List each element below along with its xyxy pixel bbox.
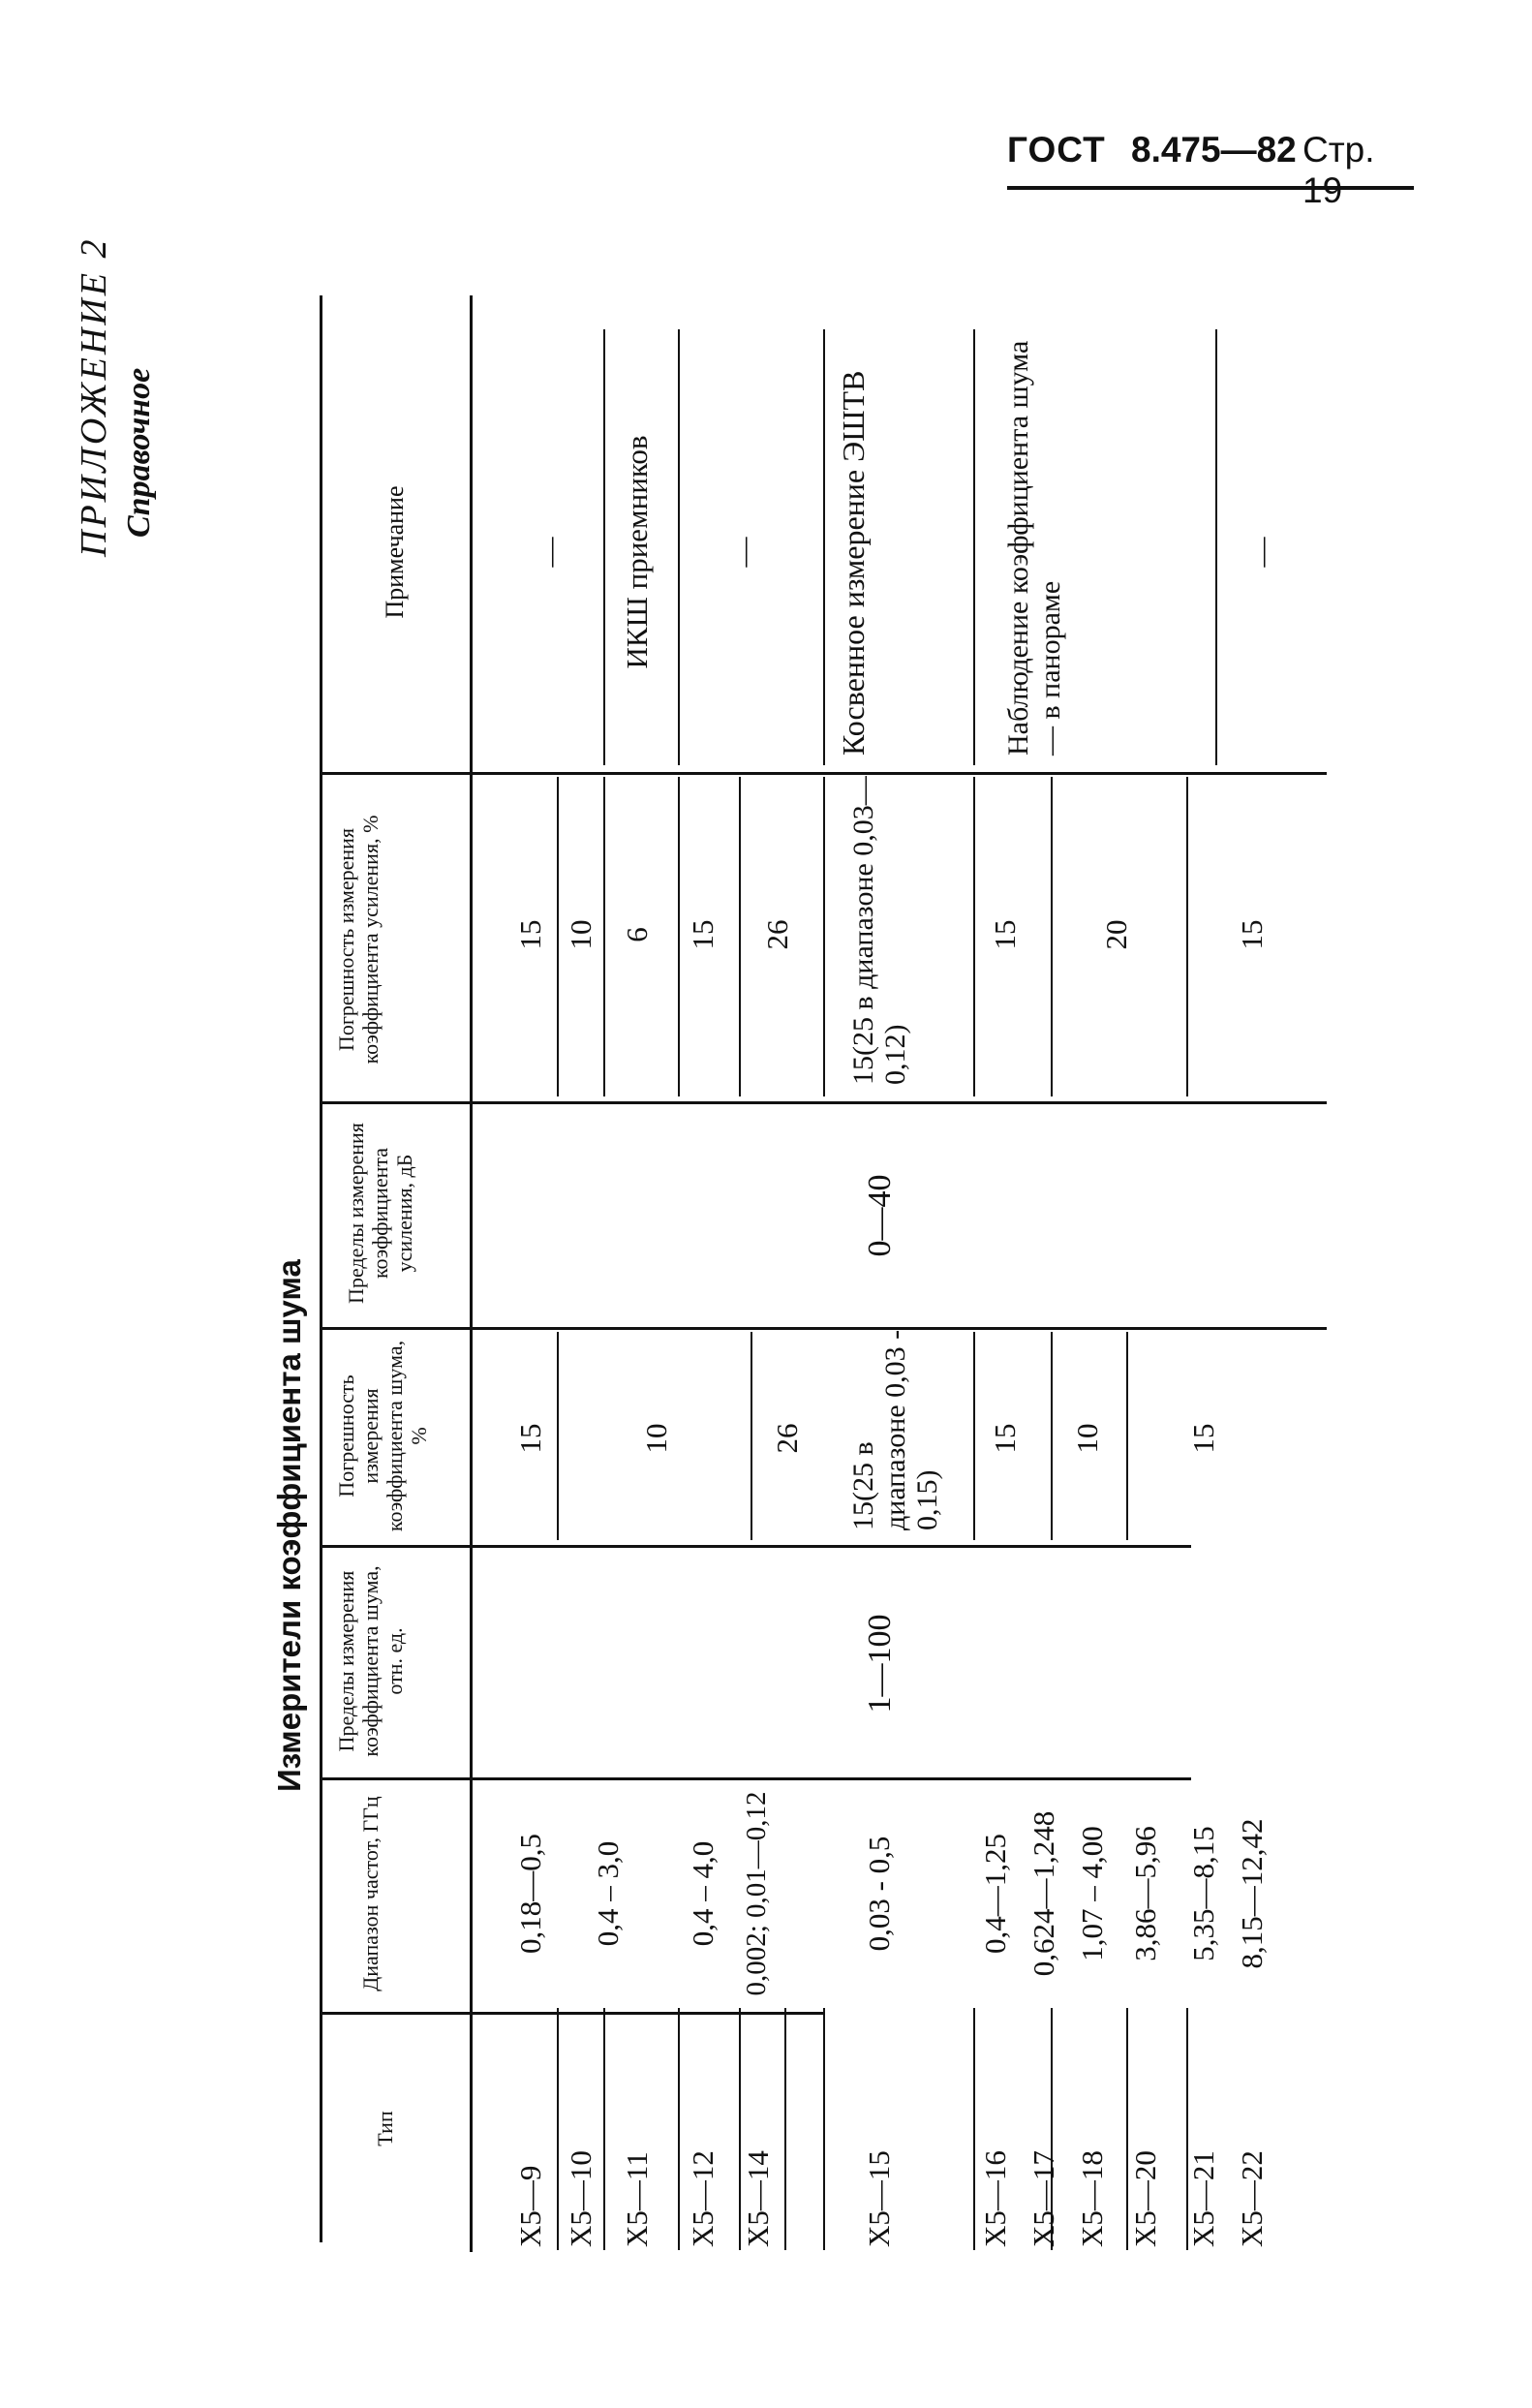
- note-line: [973, 329, 975, 765]
- note-line: [678, 329, 680, 765]
- gain-limits-value: 0—40: [862, 1174, 898, 1257]
- row-freq: 0,002; 0,01—0,12: [741, 1791, 772, 1996]
- row-type: Х5—16: [978, 2150, 1012, 2247]
- note-value: Косвенное измерение ЭШТВ: [836, 370, 871, 756]
- row-type: Х5—18: [1075, 2150, 1109, 2247]
- col-header-noise-limits: Пределы измерения коэффициента шума, отн. ед.: [334, 1565, 407, 1757]
- noise-limits-value: 1—100: [862, 1614, 898, 1713]
- row-type: Х5—12: [686, 2150, 720, 2247]
- row-freq: 0,4—1,25: [978, 1834, 1012, 1954]
- col-header-type: Тип: [373, 2111, 397, 2146]
- col-sep-gain-limits: [320, 1101, 1327, 1104]
- gain-error-line: [823, 777, 825, 1096]
- row-line: [603, 2008, 605, 2250]
- gain-error-value: 10: [564, 919, 597, 950]
- row-type: Х5—11: [620, 2151, 654, 2247]
- note-line: [603, 329, 605, 765]
- noise-error-line: [1051, 1332, 1053, 1540]
- row-line: [823, 2008, 825, 2250]
- row-type: Х5—17: [1026, 2150, 1060, 2247]
- col-header-note: Примечание: [381, 485, 409, 619]
- noise-error-value: 15: [513, 1423, 547, 1454]
- gain-error-value: 15: [1235, 919, 1269, 950]
- row-line: [784, 2008, 786, 2250]
- col-sep-gain-error: [320, 772, 1327, 775]
- row-freq: 0,4 – 4,0: [686, 1840, 720, 1947]
- noise-error-value: 15(25 в диапазоне 0,03 - 0,15): [847, 1329, 943, 1530]
- gain-error-value: 15: [513, 919, 547, 950]
- row-type: Х5—14: [741, 2150, 775, 2247]
- noise-error-line: [973, 1332, 975, 1540]
- gain-error-line: [973, 777, 975, 1096]
- col-sep-noise-limits: [320, 1545, 1191, 1548]
- gain-error-value: 6: [620, 927, 654, 942]
- note-value: —: [1244, 537, 1278, 568]
- gain-error-line: [739, 777, 741, 1096]
- row-line: [973, 2008, 975, 2250]
- gain-error-line: [1186, 777, 1188, 1096]
- header-standard-number: 8.475—82: [1131, 130, 1297, 170]
- appendix-title: ПРИЛОЖЕНИЕ 2: [74, 236, 114, 557]
- gain-error-line: [557, 777, 559, 1096]
- gain-error-value: 15(25 в диапазоне 0,03—0,12): [847, 776, 911, 1085]
- appendix-subtitle: Справочное: [121, 367, 157, 538]
- row-freq: 0,4 – 3,0: [591, 1840, 625, 1947]
- noise-error-line: [1126, 1332, 1128, 1540]
- row-freq: 3,86—5,96: [1128, 1826, 1162, 1961]
- note-value: ИКШ приемников: [620, 435, 654, 669]
- header-page-number: Стр. 19: [1302, 130, 1375, 210]
- row-type: Х5—22: [1235, 2150, 1269, 2247]
- row-type: Х5—20: [1128, 2150, 1162, 2247]
- table-header-bottom-border: [470, 295, 473, 2252]
- col-sep-noise-error: [320, 1327, 1327, 1330]
- col-sep-freq: [320, 1777, 1191, 1780]
- rotated-page-content: [73, 236, 1346, 2262]
- gain-error-line: [678, 777, 680, 1096]
- noise-error-line: [557, 1332, 559, 1540]
- row-line: [557, 2008, 559, 2250]
- row-type: Х5—9: [513, 2165, 547, 2247]
- noise-error-value: 10: [1070, 1423, 1104, 1454]
- row-freq: 0,03 - 0,5: [862, 1836, 896, 1952]
- noise-error-value: 15: [1186, 1423, 1220, 1454]
- note-line: [823, 329, 825, 765]
- noise-error-value: 10: [639, 1423, 673, 1454]
- noise-error-value: 26: [770, 1423, 804, 1454]
- row-type: Х5—21: [1186, 2150, 1220, 2247]
- gain-error-value: 15: [988, 919, 1022, 950]
- page-header: [1007, 124, 1414, 210]
- row-freq: 1,07 – 4,00: [1075, 1826, 1109, 1961]
- table-title: Измерители коэффициента шума: [271, 1259, 307, 1792]
- row-type: Х5—15: [862, 2150, 896, 2247]
- col-header-noise-error: Погрешность измерения коэффициента шума, %: [334, 1340, 431, 1532]
- col-header-gain-error: Погрешность измерения коэффициента усиления, %: [334, 815, 383, 1065]
- row-freq: 0,624—1,248: [1026, 1810, 1060, 1977]
- note-value: —: [533, 537, 567, 568]
- col-header-freq: Диапазон частот, ГГц: [358, 1796, 383, 1991]
- noise-error-line: [751, 1332, 752, 1540]
- row-freq: 8,15—12,42: [1235, 1818, 1269, 1969]
- row-freq: 0,18—0,5: [513, 1834, 547, 1954]
- gain-error-value: 26: [760, 919, 794, 950]
- note-line: [1215, 329, 1217, 765]
- row-line: [678, 2008, 680, 2250]
- note-value: —: [726, 537, 760, 568]
- col-header-gain-limits: Пределы измерения коэффициента усиления, дБ: [344, 1123, 416, 1304]
- gain-error-line: [603, 777, 605, 1096]
- table-top-border: [320, 295, 322, 2242]
- noise-error-sep: [557, 1546, 559, 1548]
- header-gost: ГОСТ: [1007, 130, 1106, 170]
- gain-error-value: 20: [1099, 919, 1133, 950]
- row-freq: 5,35—8,15: [1186, 1826, 1220, 1961]
- row-type: Х5—10: [564, 2150, 597, 2247]
- gain-error-line: [1051, 777, 1053, 1096]
- noise-error-value: 15: [988, 1423, 1022, 1454]
- note-value: Наблюдение коэффициента шума— в панораме: [1002, 340, 1066, 756]
- gain-error-value: 15: [686, 919, 720, 950]
